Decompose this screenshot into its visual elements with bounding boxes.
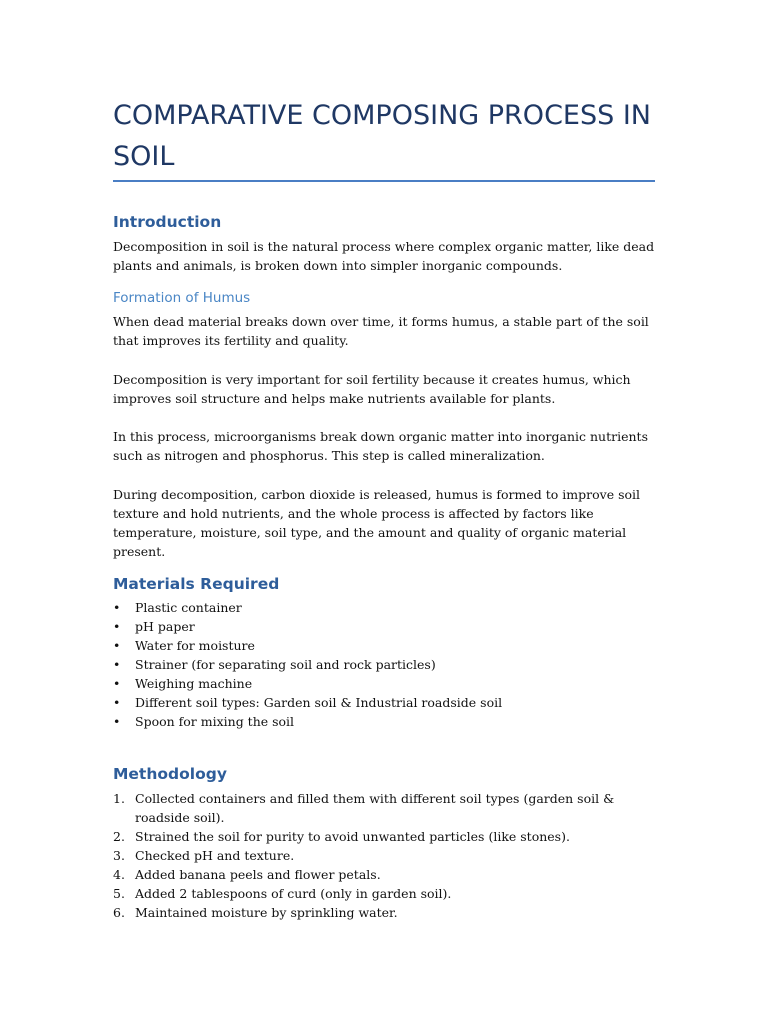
methodology-step: Added banana peels and flower petals.	[135, 867, 381, 882]
bullet-icon: •	[113, 657, 121, 672]
methodology-step: Maintained moisture by sprinkling water.	[135, 905, 398, 920]
step-number: 4.	[113, 867, 125, 882]
list-item	[113, 655, 668, 674]
list-item	[113, 903, 668, 922]
methodology-list	[113, 789, 668, 922]
step-number: 1.	[113, 791, 125, 806]
list-item	[113, 674, 668, 693]
heading-introduction: Introduction	[113, 213, 222, 231]
bullet-icon: •	[113, 714, 121, 729]
list-item	[113, 827, 668, 846]
heading-methodology: Methodology	[113, 765, 227, 783]
materials-list	[113, 598, 668, 731]
bullet-icon: •	[113, 695, 121, 710]
bullet-icon: •	[113, 638, 121, 653]
list-item	[113, 865, 668, 884]
list-item	[113, 617, 668, 636]
material-item: Spoon for mixing the soil	[135, 714, 295, 729]
methodology-step: Strained the soil for purity to avoid unwanted particles (like stones).	[135, 829, 570, 844]
introduction-paragraph: Decomposition in soil is the natural process where complex organic matter, like dead plants and animals, is broken down into simpler inorganic compounds.	[113, 239, 655, 273]
bullet-icon: •	[113, 619, 121, 634]
step-number: 3.	[113, 848, 125, 863]
material-item: Plastic container	[135, 600, 242, 615]
title-underline	[113, 180, 655, 182]
step-number: 2.	[113, 829, 125, 844]
bullet-icon: •	[113, 676, 121, 691]
heading-materials-required: Materials Required	[113, 575, 280, 593]
material-item: Weighing machine	[135, 676, 253, 691]
subheading-formation-of-humus: Formation of Humus	[113, 290, 251, 306]
list-item	[113, 884, 668, 903]
step-number: 5.	[113, 886, 125, 901]
humus-paragraph-1: When dead material breaks down over time, it forms humus, a stable part of the soil that improves its fertility and quality.	[113, 314, 649, 348]
humus-paragraph-2: Decomposition is very important for soil fertility because it creates humus, which improves soil structure and helps make nutrients available for plants.	[113, 372, 631, 406]
bullet-icon: •	[113, 600, 121, 615]
humus-paragraph-3: In this process, microorganisms break down organic matter into inorganic nutrients such as nitrogen and phosphorus. This step is called mineralization.	[113, 429, 648, 463]
list-item	[113, 636, 668, 655]
methodology-step: Collected containers and filled them with different soil types (garden soil & roadside soil).	[135, 791, 615, 825]
material-item: Different soil types: Garden soil & Industrial roadside soil	[135, 695, 503, 710]
list-item	[113, 693, 668, 712]
humus-paragraph-4: During decomposition, carbon dioxide is released, humus is formed to improve soil texture and hold nutrients, and the whole process is affected by factors like temperature, moisture, soil type, and the amount and quality of organic material present.	[113, 487, 641, 559]
list-item	[113, 598, 668, 617]
step-number: 6.	[113, 905, 125, 920]
list-item	[113, 846, 668, 865]
document-title: COMPARATIVE COMPOSING PROCESS IN SOIL	[113, 100, 651, 172]
methodology-step: Added 2 tablespoons of curd (only in garden soil).	[135, 886, 452, 901]
list-item	[113, 712, 668, 731]
material-item: pH paper	[135, 619, 195, 634]
list-item	[113, 789, 668, 827]
material-item: Strainer (for separating soil and rock particles)	[135, 657, 436, 672]
methodology-step: Checked pH and texture.	[135, 848, 295, 863]
material-item: Water for moisture	[135, 638, 255, 653]
